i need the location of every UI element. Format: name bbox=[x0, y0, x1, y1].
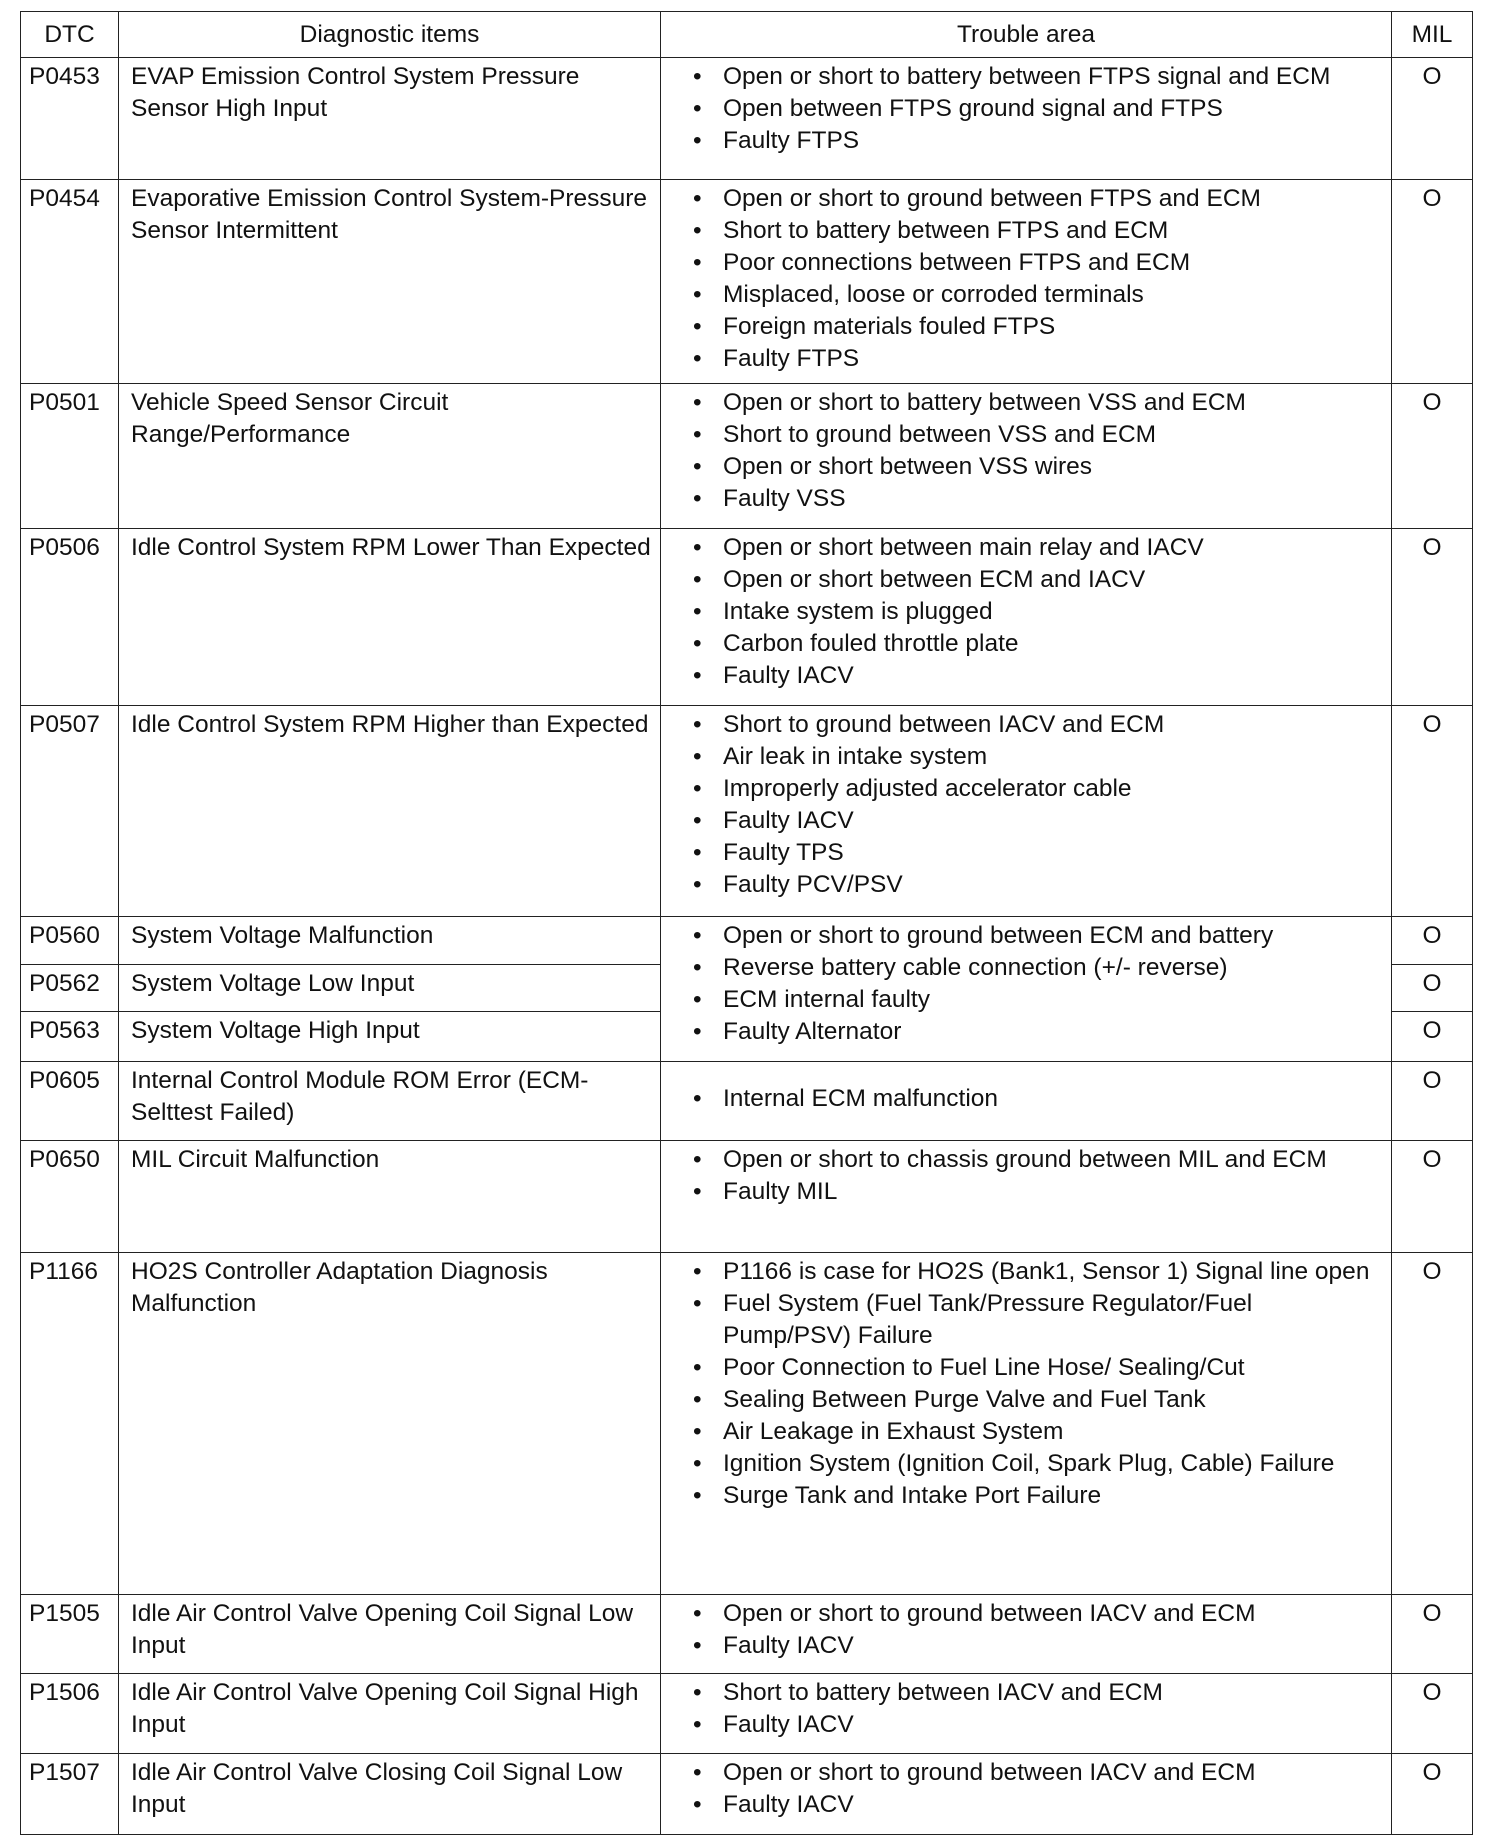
mil-indicator: O bbox=[1392, 917, 1473, 964]
header-mil: MIL bbox=[1392, 12, 1473, 58]
mil-indicator: O bbox=[1392, 58, 1473, 180]
trouble-area bbox=[661, 706, 1392, 917]
cause-item: • Faulty FTPS bbox=[693, 343, 1383, 375]
cause-item: • Faulty FTPS bbox=[693, 125, 1383, 157]
cause-item: • Faulty IACV bbox=[693, 1709, 1383, 1741]
cause-list bbox=[693, 387, 1383, 515]
table-row bbox=[21, 1061, 1473, 1141]
dtc-code: P0507 bbox=[21, 706, 119, 917]
cause-item: • Carbon fouled throttle plate bbox=[693, 628, 1383, 660]
cause-list bbox=[693, 532, 1383, 692]
cause-item: • Air leak in intake system bbox=[693, 741, 1383, 773]
trouble-area bbox=[661, 1594, 1392, 1674]
diagnostic-item: HO2S Controller Adaptation Diagnosis Malfunction bbox=[119, 1253, 661, 1594]
mil-indicator: O bbox=[1392, 180, 1473, 384]
cause-list bbox=[693, 183, 1383, 375]
diagnostic-item: System Voltage Low Input bbox=[119, 964, 661, 1011]
cause-item: • Open between FTPS ground signal and FTPS bbox=[693, 93, 1383, 125]
trouble-area bbox=[661, 1253, 1392, 1594]
cause-item: • Open or short to ground between ECM and battery bbox=[693, 920, 1383, 952]
cause-item: • Reverse battery cable connection (+/- reverse) bbox=[693, 952, 1383, 984]
dtc-code: P0562 bbox=[21, 964, 119, 1011]
dtc-code: P1505 bbox=[21, 1594, 119, 1674]
dtc-code: P0454 bbox=[21, 180, 119, 384]
cause-item: • Poor Connection to Fuel Line Hose/ Sealing/Cut bbox=[693, 1352, 1383, 1384]
cause-list bbox=[693, 920, 1383, 1048]
mil-indicator: O bbox=[1392, 1141, 1473, 1253]
cause-list bbox=[693, 1677, 1383, 1741]
cause-item: • Faulty IACV bbox=[693, 805, 1383, 837]
cause-item: • Open or short to chassis ground between MIL and ECM bbox=[693, 1144, 1383, 1176]
mil-indicator: O bbox=[1392, 964, 1473, 1011]
cause-item: • ECM internal faulty bbox=[693, 984, 1383, 1016]
header-diagnostic-items: Diagnostic items bbox=[119, 12, 661, 58]
cause-item: • Faulty Alternator bbox=[693, 1016, 1383, 1048]
cause-item: • Short to battery between FTPS and ECM bbox=[693, 215, 1383, 247]
cause-item: • Open or short between ECM and IACV bbox=[693, 564, 1383, 596]
dtc-code: P0605 bbox=[21, 1061, 119, 1141]
table-row bbox=[21, 58, 1473, 180]
cause-item: • Open or short to ground between IACV and ECM bbox=[693, 1757, 1383, 1789]
diagnostic-item: MIL Circuit Malfunction bbox=[119, 1141, 661, 1253]
cause-item: • Open or short between main relay and IACV bbox=[693, 532, 1383, 564]
mil-indicator: O bbox=[1392, 529, 1473, 706]
dtc-code: P0650 bbox=[21, 1141, 119, 1253]
dtc-code: P1507 bbox=[21, 1754, 119, 1835]
cause-list bbox=[693, 61, 1383, 157]
cause-item: • Open or short to ground between FTPS and ECM bbox=[693, 183, 1383, 215]
diagnostic-item: Idle Air Control Valve Closing Coil Signal Low Input bbox=[119, 1754, 661, 1835]
trouble-area bbox=[661, 529, 1392, 706]
table-row bbox=[21, 1141, 1473, 1253]
dtc-code: P0506 bbox=[21, 529, 119, 706]
table-row bbox=[21, 180, 1473, 384]
cause-item: • P1166 is case for HO2S (Bank1, Sensor 1) Signal line open bbox=[693, 1256, 1383, 1288]
dtc-code: P0501 bbox=[21, 384, 119, 529]
cause-item: • Foreign materials fouled FTPS bbox=[693, 311, 1383, 343]
mil-indicator: O bbox=[1392, 1061, 1473, 1141]
diagnostic-item: Idle Control System RPM Higher than Expected bbox=[119, 706, 661, 917]
trouble-area bbox=[661, 1674, 1392, 1754]
cause-item: • Surge Tank and Intake Port Failure bbox=[693, 1480, 1383, 1512]
cause-item: • Short to ground between IACV and ECM bbox=[693, 709, 1383, 741]
trouble-area bbox=[661, 58, 1392, 180]
cause-item: • Poor connections between FTPS and ECM bbox=[693, 247, 1383, 279]
cause-item: • Open or short to battery between VSS and ECM bbox=[693, 387, 1383, 419]
dtc-code: P0560 bbox=[21, 917, 119, 964]
table-row bbox=[21, 917, 1473, 964]
trouble-area bbox=[661, 917, 1392, 1061]
cause-item: • Faulty PCV/PSV bbox=[693, 869, 1383, 901]
diagnostic-item: Vehicle Speed Sensor Circuit Range/Performance bbox=[119, 384, 661, 529]
cause-item: • Misplaced, loose or corroded terminals bbox=[693, 279, 1383, 311]
cause-item: • Air Leakage in Exhaust System bbox=[693, 1416, 1383, 1448]
cause-item: • Open or short to ground between IACV and ECM bbox=[693, 1598, 1383, 1630]
cause-list bbox=[693, 709, 1383, 901]
cause-list bbox=[693, 1598, 1383, 1662]
cause-item: • Sealing Between Purge Valve and Fuel Tank bbox=[693, 1384, 1383, 1416]
cause-item: • Fuel System (Fuel Tank/Pressure Regulator/Fuel Pump/PSV) Failure bbox=[693, 1288, 1383, 1352]
header-dtc: DTC bbox=[21, 12, 119, 58]
dtc-table bbox=[20, 11, 1473, 1835]
cause-item: • Faulty IACV bbox=[693, 660, 1383, 692]
diagnostic-item: System Voltage Malfunction bbox=[119, 917, 661, 964]
cause-item: • Faulty IACV bbox=[693, 1630, 1383, 1662]
cause-item: • Faulty MIL bbox=[693, 1176, 1383, 1208]
cause-item: • Short to ground between VSS and ECM bbox=[693, 419, 1383, 451]
header-row bbox=[21, 12, 1473, 58]
table-row bbox=[21, 706, 1473, 917]
cause-item: • Open or short to battery between FTPS signal and ECM bbox=[693, 61, 1383, 93]
mil-indicator: O bbox=[1392, 1594, 1473, 1674]
cause-item: • Faulty VSS bbox=[693, 483, 1383, 515]
cause-list bbox=[693, 1757, 1383, 1821]
trouble-area bbox=[661, 1061, 1392, 1141]
dtc-code: P0563 bbox=[21, 1012, 119, 1061]
table-row bbox=[21, 1674, 1473, 1754]
diagnostic-item: Internal Control Module ROM Error (ECM-Selttest Failed) bbox=[119, 1061, 661, 1141]
table-row bbox=[21, 1754, 1473, 1835]
cause-item: • Improperly adjusted accelerator cable bbox=[693, 773, 1383, 805]
mil-indicator: O bbox=[1392, 1253, 1473, 1594]
header-trouble-area: Trouble area bbox=[661, 12, 1392, 58]
mil-indicator: O bbox=[1392, 1674, 1473, 1754]
mil-indicator: O bbox=[1392, 384, 1473, 529]
cause-item: • Intake system is plugged bbox=[693, 596, 1383, 628]
cause-list bbox=[693, 1144, 1383, 1208]
cause-list bbox=[693, 1083, 1383, 1115]
mil-indicator: O bbox=[1392, 1012, 1473, 1061]
cause-item: • Ignition System (Ignition Coil, Spark Plug, Cable) Failure bbox=[693, 1448, 1383, 1480]
trouble-area bbox=[661, 1141, 1392, 1253]
diagnostic-item: EVAP Emission Control System Pressure Sensor High Input bbox=[119, 58, 661, 180]
dtc-code: P1506 bbox=[21, 1674, 119, 1754]
diagnostic-item: System Voltage High Input bbox=[119, 1012, 661, 1061]
cause-item: • Internal ECM malfunction bbox=[693, 1083, 1383, 1115]
trouble-area bbox=[661, 180, 1392, 384]
diagnostic-item: Evaporative Emission Control System-Pressure Sensor Intermittent bbox=[119, 180, 661, 384]
mil-indicator: O bbox=[1392, 1754, 1473, 1835]
mil-indicator: O bbox=[1392, 706, 1473, 917]
table-row bbox=[21, 1253, 1473, 1594]
table-row bbox=[21, 529, 1473, 706]
cause-item: • Faulty TPS bbox=[693, 837, 1383, 869]
cause-item: • Short to battery between IACV and ECM bbox=[693, 1677, 1383, 1709]
cause-list bbox=[693, 1256, 1383, 1512]
dtc-code: P1166 bbox=[21, 1253, 119, 1594]
table-row bbox=[21, 1594, 1473, 1674]
diagnostic-item: Idle Air Control Valve Opening Coil Signal High Input bbox=[119, 1674, 661, 1754]
diagnostic-item: Idle Air Control Valve Opening Coil Signal Low Input bbox=[119, 1594, 661, 1674]
trouble-area bbox=[661, 1754, 1392, 1835]
cause-item: • Open or short between VSS wires bbox=[693, 451, 1383, 483]
cause-item: • Faulty IACV bbox=[693, 1789, 1383, 1821]
dtc-code: P0453 bbox=[21, 58, 119, 180]
table-row bbox=[21, 384, 1473, 529]
diagnostic-item: Idle Control System RPM Lower Than Expected bbox=[119, 529, 661, 706]
trouble-area bbox=[661, 384, 1392, 529]
